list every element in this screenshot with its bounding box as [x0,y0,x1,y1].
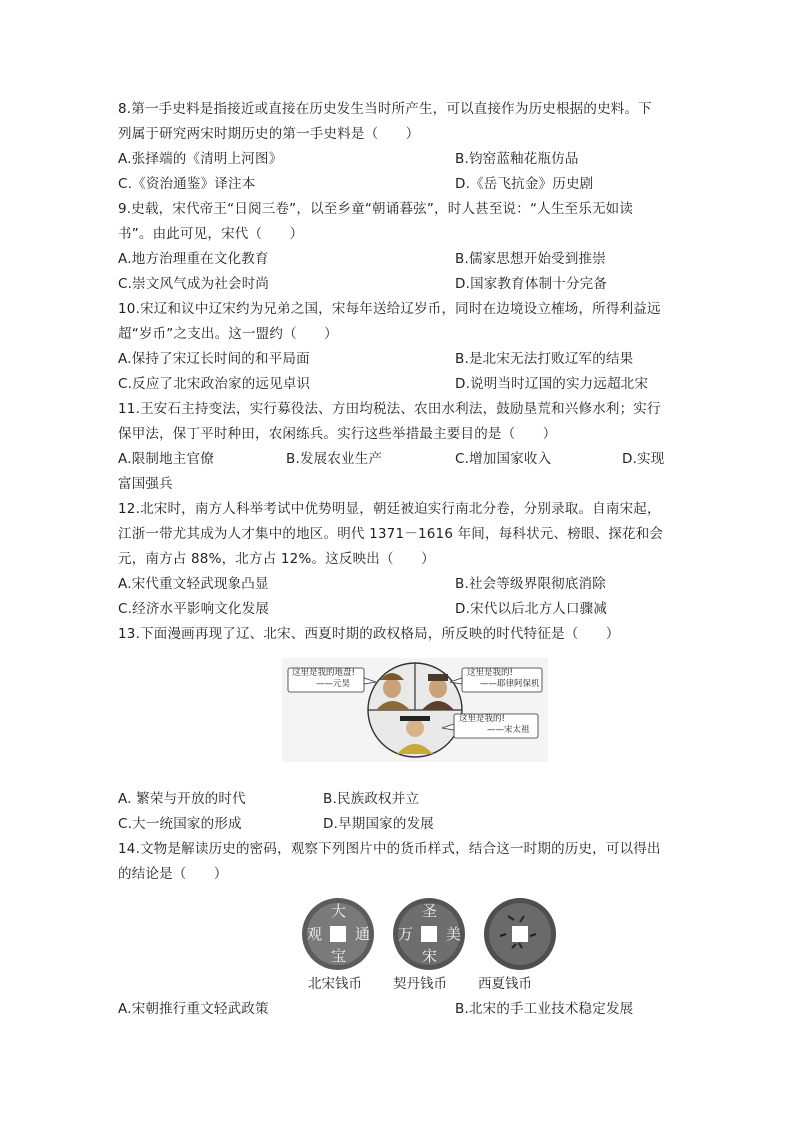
q11-option-d-continued: 富国强兵 [118,476,173,492]
q10-stem-line-2: 超“岁币”之支出。这一盟约（ ） [118,326,338,342]
q12-option-b: B.社会等级界限彻底消除 [455,576,606,592]
coin2-char-top: 圣 [422,902,438,920]
q11-option-c: C.增加国家收入 [455,451,552,467]
q14-option-b: B.北宋的手工业技术稳定发展 [455,1001,634,1017]
q11-stem-line-2: 保甲法，保丁平时种田，农闲练兵。实行这些举措最主要目的是（ ） [118,426,557,442]
q11-option-d: D.实现 [622,451,665,467]
q8-option-d: D.《岳飞抗金》历史剧 [455,176,594,192]
q8-stem-line-1: 8.第一手史料是指接近或直接在历史发生当时所产生，可以直接作为历史根据的史料。下 [118,101,652,117]
q9-option-d: D.国家教育体制十分完备 [455,276,608,292]
western-xia-coin [484,898,556,970]
q11-option-b: B.发展农业生产 [286,451,383,467]
coin2-char-right: 美 [446,925,462,943]
q14-stem-line-1: 14.文物是解读历史的密码，观察下列图片中的货币样式，结合这一时期的历史，可以得出 [118,841,661,857]
bubble-left-line-1: 这里是我的地盘! [292,668,355,678]
bubble-right-top-line-1: 这里是我的! [467,668,513,678]
coin1-char-top: 大 [331,902,347,920]
q13-option-a: A. 繁荣与开放的时代 [118,791,246,807]
bubble-right-bottom-line-1: 这里是我的! [459,714,505,724]
coin1-label: 北宋钱币 [308,976,362,992]
q14-stem-line-2: 的结论是（ ） [118,866,228,882]
q8-option-a: A.张择端的《清明上河图》 [118,151,283,167]
q10-option-d: D.说明当时辽国的实力远超北宋 [455,376,649,392]
coin2-label: 契丹钱币 [393,976,447,992]
q14-option-a: A.宋朝推行重文轻武政策 [118,1001,269,1017]
coins-figure [298,896,560,972]
q10-stem-line-1: 10.宋辽和议中辽宋约为兄弟之国，宋每年送给辽岁币，同时在边境设立榷场，所得利益远 [118,301,661,317]
q9-option-a: A.地方治理重在文化教育 [118,251,269,267]
q12-stem-line-3: 元，南方占 88%，北方占 12%。这反映出（ ） [118,551,435,567]
q9-stem-line-2: 书”。由此可见，宋代（ ） [118,226,304,242]
coin2-char-bottom: 宋 [422,947,438,965]
q10-option-a: A.保持了宋辽长时间的和平局面 [118,351,310,367]
q12-option-a: A.宋代重文轻武现象凸显 [118,576,269,592]
q9-stem-line-1: 9.史载，宋代帝王“日阅三卷”，以至乡童“朝诵暮弦”，时人甚至说：“人生至乐无如读 [118,201,634,217]
bubble-right-top-line-2: ——耶律阿保机 [480,679,540,689]
coin1-char-left: 观 [307,925,323,943]
coin1-char-right: 通 [355,925,371,943]
q12-option-c: C.经济水平影响文化发展 [118,601,270,617]
q10-option-c: C.反应了北宋政治家的远见卓识 [118,376,311,392]
q12-stem-line-1: 12.北宋时，南方人科举考试中优势明显，朝廷被迫实行南北分卷，分别录取。自南宋起， [118,501,661,517]
q9-option-b: B.儒家思想开始受到推崇 [455,251,606,267]
q11-option-a: A.限制地主官僚 [118,451,214,467]
political-pattern-comic [282,658,548,762]
coin3-label: 西夏钱币 [478,976,532,992]
q13-option-d: D.早期国家的发展 [323,816,434,832]
q12-option-d: D.宋代以后北方人口骤减 [455,601,608,617]
q9-option-c: C.崇文风气成为社会时尚 [118,276,270,292]
q11-stem-line-1: 11.王安石主持变法，实行募役法、方田均税法、农田水利法，鼓励垦荒和兴修水利；实行 [118,401,661,417]
q10-option-b: B.是北宋无法打败辽军的结果 [455,351,634,367]
bubble-left-line-2: ——元昊 [316,679,351,689]
q13-option-c: C.大一统国家的形成 [118,816,242,832]
coin2-char-left: 万 [398,925,414,943]
coin1-char-bottom: 宝 [331,947,347,965]
q12-stem-line-2: 江浙一带尤其成为人才集中的地区。明代 1371－1616 年间，每科状元、榜眼、探花和会 [118,526,664,542]
q8-stem-line-2: 列属于研究两宋时期历史的第一手史料是（ ） [118,126,420,142]
bubble-right-bottom-line-2: ——宋太祖 [487,725,530,735]
q13-stem: 13.下面漫画再现了辽、北宋、西夏时期的政权格局，所反映的时代特征是（ ） [118,626,620,642]
q8-option-c: C.《资治通鉴》译注本 [118,176,256,192]
q13-option-b: B.民族政权并立 [323,791,420,807]
q8-option-b: B.钧窑蓝釉花瓶仿品 [455,151,579,167]
